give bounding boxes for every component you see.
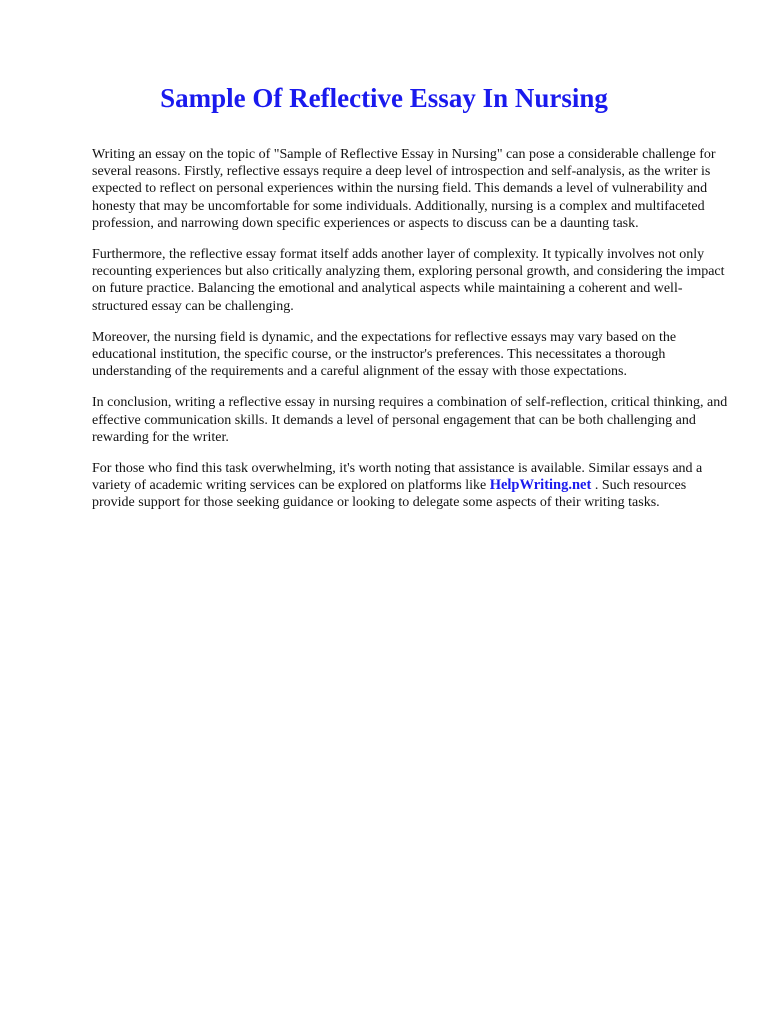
assistance-text-after-link: . Such resources provide support for those seeking guidance or looking to delegate some aspects of their writing tasks. [92,478,687,511]
assistance-text-before-link: For those who find this task overwhelming, it's worth noting that assistance is available. Similar essays and a variety of academic writing services can be explored on platforms like [92,461,703,494]
paragraph-format-complexity: Furthermore, the reflective essay format itself adds another layer of complexity. It typically involves not only recounting experiences but also critically analyzing them, exploring personal growth, and considering the impact on future practice. Balancing the emotional and analytical aspects while maintaining a coherent and well-structured essay can be challenging. [92,247,725,314]
paragraph-assistance [92,460,732,512]
paragraph-conclusion: In conclusion, writing a reflective essay in nursing requires a combination of self-reflection, critical thinking, and effective communication skills. It demands a level of personal engagement that can be both challenging and rewarding for the writer. [92,395,728,445]
helpwriting-link[interactable]: HelpWriting.net [489,477,592,494]
document-title: Sample Of Reflective Essay In Nursing [160,83,608,113]
paragraph-intro: Writing an essay on the topic of "Sample of Reflective Essay in Nursing" can pose a considerable challenge for several reasons. Firstly, reflective essays require a deep level of introspection and self-analysis, as the writer is expected to reflect on personal experiences within the nursing field. This demands a level of vulnerability and honesty that may be uncomfortable for some individuals. Additionally, nursing is a complex and multifaceted profession, and narrowing down specific experiences or aspects to discuss can be a daunting task. [92,147,716,231]
document-body [92,146,732,526]
paragraph-dynamic-field: Moreover, the nursing field is dynamic, and the expectations for reflective essays may vary based on the educational institution, the specific course, or the instructor's preferences. This necessitates a thorough understanding of the requirements and a careful alignment of the essay with those expectations. [92,329,677,380]
